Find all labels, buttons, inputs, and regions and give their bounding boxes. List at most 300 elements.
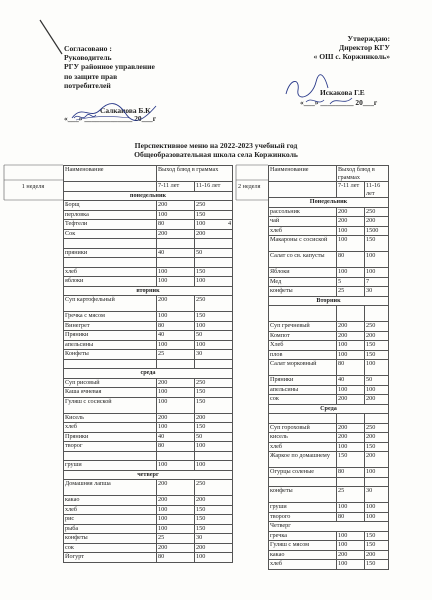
menu-row xyxy=(64,524,233,534)
menu-row xyxy=(64,378,233,388)
day-section-row xyxy=(64,286,233,296)
dish-name: рыба xyxy=(64,524,157,534)
dish-name: Кисель xyxy=(64,413,157,423)
dish-name: сок xyxy=(269,395,337,405)
agreed-line-4: потребителей xyxy=(64,80,111,90)
dish-name: конфеты xyxy=(269,287,337,297)
menu-row xyxy=(64,239,233,249)
portion-11-16: 200 xyxy=(365,452,389,468)
portion-11-16: 100 xyxy=(365,468,389,478)
dish-name: Пряники xyxy=(64,432,157,442)
day-section-row xyxy=(269,296,389,306)
portion-7-11: 200 xyxy=(337,207,365,217)
agreed-line-3: по защите прав xyxy=(64,71,118,81)
portion-7-11 xyxy=(157,258,195,268)
portion-7-11: 5 xyxy=(337,277,365,287)
table-subheader-row xyxy=(64,182,233,192)
dish-name: Огурцы соленые xyxy=(269,468,337,478)
portion-11-16: 250 xyxy=(365,322,389,332)
dish-name: Жаркое по домашнему xyxy=(269,452,337,468)
col-header-age-11-16: 11-16 лет xyxy=(195,182,233,192)
dish-name: Гуляш с мясом xyxy=(269,541,337,551)
portion-11-16: 150 xyxy=(195,515,233,525)
menu-row xyxy=(64,451,233,461)
approved-line-2: « ОШ с. Коржинколь» xyxy=(313,52,390,62)
portion-11-16: 30 xyxy=(365,287,389,297)
dish-name: чай xyxy=(269,217,337,227)
col-header-portion: Выход блюд в граммах xyxy=(157,166,233,182)
document-title: Перспективное меню на 2022-2023 учебный год xyxy=(134,141,298,150)
dish-name: Пряники xyxy=(64,331,157,341)
portion-7-11: 100 xyxy=(157,397,195,413)
menu-row xyxy=(269,217,389,227)
portion-11-16: 200 xyxy=(195,543,233,553)
portion-11-16: 100 xyxy=(365,512,389,522)
menu-row xyxy=(269,560,389,570)
portion-11-16: 200 xyxy=(365,395,389,405)
menu-row xyxy=(64,296,233,312)
portion-7-11: 100 xyxy=(337,236,365,252)
dish-name: хлеб xyxy=(269,560,337,570)
day-section-row xyxy=(64,470,233,480)
menu-row xyxy=(269,376,389,386)
menu-table-week-1 xyxy=(63,165,233,563)
col-header-name: Наименование xyxy=(269,166,337,182)
portion-7-11: 100 xyxy=(337,350,365,360)
portion-11-16: 100 xyxy=(195,340,233,350)
menu-row xyxy=(64,277,233,287)
portion-7-11: 100 xyxy=(337,560,365,570)
menu-row xyxy=(269,385,389,395)
portion-7-11: 100 xyxy=(337,226,365,236)
portion-7-11: 80 xyxy=(337,512,365,522)
portion-11-16: 150 xyxy=(365,442,389,452)
portion-11-16: 100 xyxy=(365,385,389,395)
portion-11-16: 200 xyxy=(365,433,389,443)
dish-name: рис xyxy=(64,515,157,525)
menu-row xyxy=(269,252,389,268)
portion-11-16: 50 xyxy=(365,376,389,386)
portion-11-16: 30 xyxy=(195,534,233,544)
portion-11-16: 150 xyxy=(195,210,233,220)
portion-11-16: 150 xyxy=(195,397,233,413)
menu-row xyxy=(64,340,233,350)
portion-11-16: 150 xyxy=(365,236,389,252)
menu-row xyxy=(64,480,233,496)
portion-7-11: 200 xyxy=(157,378,195,388)
portion-7-11: 100 xyxy=(157,340,195,350)
menu-row xyxy=(64,350,233,360)
dish-name: апельсины xyxy=(64,340,157,350)
menu-row xyxy=(64,432,233,442)
portion-11-16: 150 xyxy=(365,341,389,351)
dish-name: хлеб xyxy=(64,505,157,515)
dish-name: яблоки xyxy=(64,277,157,287)
portion-7-11: 25 xyxy=(337,487,365,503)
dish-name: Хлеб xyxy=(269,341,337,351)
portion-7-11: 100 xyxy=(337,541,365,551)
menu-row xyxy=(269,503,389,513)
portion-7-11 xyxy=(337,477,365,487)
portion-11-16: 200 xyxy=(365,550,389,560)
menu-row xyxy=(64,413,233,423)
dish-name: плов xyxy=(269,350,337,360)
portion-7-11: 150 xyxy=(337,452,365,468)
portion-7-11 xyxy=(157,239,195,249)
day-heading: Вторник xyxy=(269,296,389,306)
dish-name: Винегрет xyxy=(64,321,157,331)
menu-row xyxy=(64,553,233,563)
day-heading: Среда xyxy=(269,404,389,414)
portion-7-11: 40 xyxy=(157,432,195,442)
portion-7-11 xyxy=(157,451,195,461)
portion-11-16 xyxy=(195,239,233,249)
portion-7-11: 80 xyxy=(337,360,365,376)
portion-11-16: 200 xyxy=(195,413,233,423)
menu-row xyxy=(269,477,389,487)
portion-11-16: 100 xyxy=(195,277,233,287)
portion-11-16: 250 xyxy=(365,207,389,217)
menu-row xyxy=(64,248,233,258)
portion-7-11: 200 xyxy=(337,217,365,227)
menu-row xyxy=(64,534,233,544)
dish-name xyxy=(269,414,337,424)
day-section-row xyxy=(269,404,389,414)
day-heading: среда xyxy=(64,369,233,379)
approved-signer-name: Искакова Г.Е xyxy=(320,88,365,97)
dish-name: груши xyxy=(269,503,337,513)
week-2-label: 2 неделя xyxy=(238,183,261,190)
dish-name: Суп картофельный xyxy=(64,296,157,312)
dish-name: конфеты xyxy=(269,487,337,503)
dish-name: Каша ячневая xyxy=(64,388,157,398)
portion-7-11: 40 xyxy=(337,376,365,386)
dish-name: Суп рисовый xyxy=(64,378,157,388)
portion-11-16: 250 xyxy=(365,423,389,433)
dish-name: сок xyxy=(64,543,157,553)
menu-row xyxy=(64,201,233,211)
dish-name: Гречка с мясом xyxy=(64,312,157,322)
portion-11-16: 100 xyxy=(365,252,389,268)
menu-row xyxy=(269,541,389,551)
dish-name xyxy=(64,451,157,461)
portion-7-11: 100 xyxy=(157,524,195,534)
portion-11-16: 50 xyxy=(195,331,233,341)
subheader-blank xyxy=(269,182,337,198)
dish-name: какао xyxy=(64,496,157,506)
portion-11-16: 200 xyxy=(365,331,389,341)
portion-11-16: 150 xyxy=(195,312,233,322)
menu-row xyxy=(269,550,389,560)
portion-11-16: 100 xyxy=(195,442,233,452)
portion-11-16: 150 xyxy=(195,524,233,534)
dish-name: Сок xyxy=(64,229,157,239)
portion-11-16: 150 xyxy=(195,267,233,277)
menu-row xyxy=(64,388,233,398)
day-heading: четверг xyxy=(64,470,233,480)
portion-11-16: 200 xyxy=(195,496,233,506)
portion-11-16: 30 xyxy=(365,487,389,503)
approved-line-0: Утверждаю: xyxy=(347,34,390,43)
portion-11-16 xyxy=(195,258,233,268)
portion-11-16 xyxy=(365,306,389,322)
portion-11-16: 1500 xyxy=(365,226,389,236)
agreed-line-0: Согласовано : xyxy=(64,44,112,53)
portion-7-11: 80 xyxy=(157,220,195,230)
dish-name: Компот xyxy=(269,331,337,341)
menu-row xyxy=(269,322,389,332)
portion-7-11: 100 xyxy=(157,312,195,322)
portion-11-16: 100 xyxy=(365,360,389,376)
portion-7-11: 200 xyxy=(157,296,195,312)
menu-row xyxy=(269,395,389,405)
portion-11-16: 100 xyxy=(195,461,233,471)
portion-11-16 xyxy=(365,414,389,424)
dish-name xyxy=(269,477,337,487)
day-heading: Четверг xyxy=(269,522,389,532)
agreed-line-2: РГУ районное управление xyxy=(64,62,155,72)
portion-7-11: 200 xyxy=(337,423,365,433)
menu-row xyxy=(269,452,389,468)
portion-7-11: 100 xyxy=(337,385,365,395)
portion-11-16: 50 xyxy=(195,248,233,258)
menu-row xyxy=(64,496,233,506)
dish-name: хлеб xyxy=(269,442,337,452)
table-subheader-row xyxy=(269,182,389,198)
portion-11-16: 100 xyxy=(365,503,389,513)
portion-11-16: 30 xyxy=(195,350,233,360)
approval-approved-block xyxy=(290,34,390,62)
portion-7-11: 200 xyxy=(337,433,365,443)
menu-row xyxy=(64,258,233,268)
portion-11-16: 50 xyxy=(195,432,233,442)
menu-row xyxy=(269,433,389,443)
dish-name: хлеб xyxy=(269,226,337,236)
menu-row xyxy=(269,341,389,351)
portion-11-16: 150 xyxy=(195,388,233,398)
dish-name: Суп гречневый xyxy=(269,322,337,332)
portion-11-16: 100 xyxy=(195,220,233,230)
portion-11-16: 150 xyxy=(365,541,389,551)
menu-row xyxy=(269,531,389,541)
approval-agreed-block xyxy=(64,44,155,90)
portion-11-16 xyxy=(195,359,233,369)
portion-7-11: 40 xyxy=(157,248,195,258)
dish-name: Салат морковный xyxy=(269,360,337,376)
dish-name: Салат со св. капусты xyxy=(269,252,337,268)
menu-row xyxy=(64,505,233,515)
dish-name: Гуляш с сосиской xyxy=(64,397,157,413)
portion-7-11: 80 xyxy=(157,442,195,452)
portion-7-11: 200 xyxy=(157,480,195,496)
menu-row xyxy=(64,267,233,277)
dish-name: творог xyxy=(64,442,157,452)
portion-7-11: 100 xyxy=(157,210,195,220)
col-header-age-7-11: 7-11 лет xyxy=(157,182,195,192)
portion-11-16: 7 xyxy=(365,277,389,287)
portion-11-16: 250 xyxy=(195,296,233,312)
portion-11-16: 150 xyxy=(365,560,389,570)
portion-7-11: 200 xyxy=(157,543,195,553)
dish-name: Йогурт xyxy=(64,553,157,563)
col-header-name: Наименование xyxy=(64,166,157,182)
portion-7-11: 200 xyxy=(337,550,365,560)
menu-row xyxy=(269,306,389,322)
portion-7-11: 80 xyxy=(337,468,365,478)
dish-name xyxy=(269,306,337,322)
portion-7-11: 100 xyxy=(337,503,365,513)
col-header-portion: Выход блюд в граммах xyxy=(337,166,389,182)
approved-date-handwriting xyxy=(304,94,364,108)
dish-name: Суп гороховый xyxy=(269,423,337,433)
menu-row xyxy=(64,359,233,369)
week-1-label: 1 неделя xyxy=(21,183,45,190)
menu-row xyxy=(64,220,233,230)
dish-name: Борщ xyxy=(64,201,157,211)
portion-7-11: 100 xyxy=(337,341,365,351)
portion-7-11: 25 xyxy=(337,287,365,297)
dish-name: кисель xyxy=(269,433,337,443)
menu-row xyxy=(269,414,389,424)
portion-7-11: 100 xyxy=(157,461,195,471)
dish-name: апельсины xyxy=(269,385,337,395)
portion-7-11: 80 xyxy=(157,321,195,331)
dish-name: пряники xyxy=(64,248,157,258)
dish-name: Яблоки xyxy=(269,268,337,278)
menu-row xyxy=(64,312,233,322)
portion-11-16: 150 xyxy=(365,531,389,541)
menu-row xyxy=(64,210,233,220)
portion-11-16: 250 xyxy=(195,201,233,211)
portion-7-11: 100 xyxy=(337,531,365,541)
dish-name: Пряники xyxy=(269,376,337,386)
portion-11-16: 100 xyxy=(365,268,389,278)
document-subtitle: Общеобразовательная школа села Коржинколь xyxy=(134,150,298,159)
dish-name: Макароны с сосиской xyxy=(269,236,337,252)
menu-row xyxy=(64,331,233,341)
portion-7-11: 100 xyxy=(157,277,195,287)
dish-name: творого xyxy=(269,512,337,522)
menu-row xyxy=(64,397,233,413)
portion-11-16: 200 xyxy=(195,229,233,239)
portion-11-16: 250 xyxy=(195,378,233,388)
portion-7-11: 100 xyxy=(157,505,195,515)
dish-name: груши xyxy=(64,461,157,471)
portion-7-11: 100 xyxy=(337,442,365,452)
dish-name: рассольник xyxy=(269,207,337,217)
menu-row xyxy=(269,442,389,452)
portion-7-11: 25 xyxy=(157,350,195,360)
portion-11-16 xyxy=(365,477,389,487)
portion-7-11: 25 xyxy=(157,534,195,544)
portion-7-11: 200 xyxy=(157,496,195,506)
portion-7-11: 200 xyxy=(337,395,365,405)
menu-row xyxy=(64,543,233,553)
portion-7-11: 80 xyxy=(157,553,195,563)
portion-11-16: 150 xyxy=(195,423,233,433)
dish-name: гречка xyxy=(269,531,337,541)
menu-row xyxy=(64,442,233,452)
portion-11-16: 100 xyxy=(195,321,233,331)
agreed-signer-name: Салканова Б.К xyxy=(100,106,151,115)
portion-11-16 xyxy=(195,451,233,461)
portion-7-11: 200 xyxy=(337,322,365,332)
menu-row xyxy=(269,423,389,433)
page-fold-mark: 4 xyxy=(228,220,232,227)
day-section-row xyxy=(269,522,389,532)
agreed-date-handwriting xyxy=(72,112,98,122)
portion-7-11 xyxy=(337,414,365,424)
menu-row xyxy=(269,287,389,297)
menu-row xyxy=(269,512,389,522)
menu-row xyxy=(269,207,389,217)
menu-row xyxy=(269,350,389,360)
dish-name xyxy=(64,258,157,268)
portion-7-11: 100 xyxy=(157,267,195,277)
portion-7-11 xyxy=(337,306,365,322)
portion-11-16: 100 xyxy=(195,553,233,563)
menu-row xyxy=(64,229,233,239)
portion-7-11: 100 xyxy=(157,423,195,433)
day-section-row xyxy=(64,369,233,379)
menu-table-week-2 xyxy=(268,165,389,570)
portion-7-11 xyxy=(157,359,195,369)
day-heading: Понедельник xyxy=(269,198,389,208)
menu-row xyxy=(269,331,389,341)
dish-name: какао xyxy=(269,550,337,560)
dish-name: перловка xyxy=(64,210,157,220)
portion-7-11: 40 xyxy=(157,331,195,341)
approved-line-1: Директор КГУ xyxy=(338,43,390,53)
day-section-row xyxy=(64,191,233,201)
dish-name: Конфеты xyxy=(64,350,157,360)
menu-row xyxy=(269,268,389,278)
menu-row xyxy=(64,515,233,525)
dish-name: хлеб xyxy=(64,267,157,277)
portion-7-11: 80 xyxy=(337,252,365,268)
menu-row xyxy=(269,487,389,503)
portion-7-11: 200 xyxy=(337,331,365,341)
menu-row xyxy=(64,321,233,331)
table-header-row xyxy=(64,166,233,182)
portion-7-11: 100 xyxy=(157,388,195,398)
portion-11-16: 200 xyxy=(365,217,389,227)
agreed-date: «___» _____________ 20___г xyxy=(64,114,157,123)
menu-row xyxy=(64,423,233,433)
portion-11-16: 150 xyxy=(195,505,233,515)
approved-date: «___» _________ 20___г xyxy=(300,98,378,107)
dish-name: Домашняя лапша xyxy=(64,480,157,496)
col-header-age-7-11: 7-11 лет xyxy=(337,182,365,198)
portion-11-16: 250 xyxy=(195,480,233,496)
menu-row xyxy=(269,277,389,287)
subheader-blank xyxy=(64,182,157,192)
menu-row xyxy=(64,461,233,471)
day-section-row xyxy=(269,198,389,208)
portion-7-11: 200 xyxy=(157,201,195,211)
portion-7-11: 100 xyxy=(157,515,195,525)
dish-name: Мед xyxy=(269,277,337,287)
table-header-row xyxy=(269,166,389,182)
dish-name xyxy=(64,359,157,369)
menu-row xyxy=(269,468,389,478)
dish-name xyxy=(64,239,157,249)
day-heading: вторник xyxy=(64,286,233,296)
menu-row xyxy=(269,226,389,236)
dish-name: конфеты xyxy=(64,534,157,544)
portion-7-11: 200 xyxy=(157,413,195,423)
agreed-line-1: Руководитель xyxy=(64,53,112,63)
